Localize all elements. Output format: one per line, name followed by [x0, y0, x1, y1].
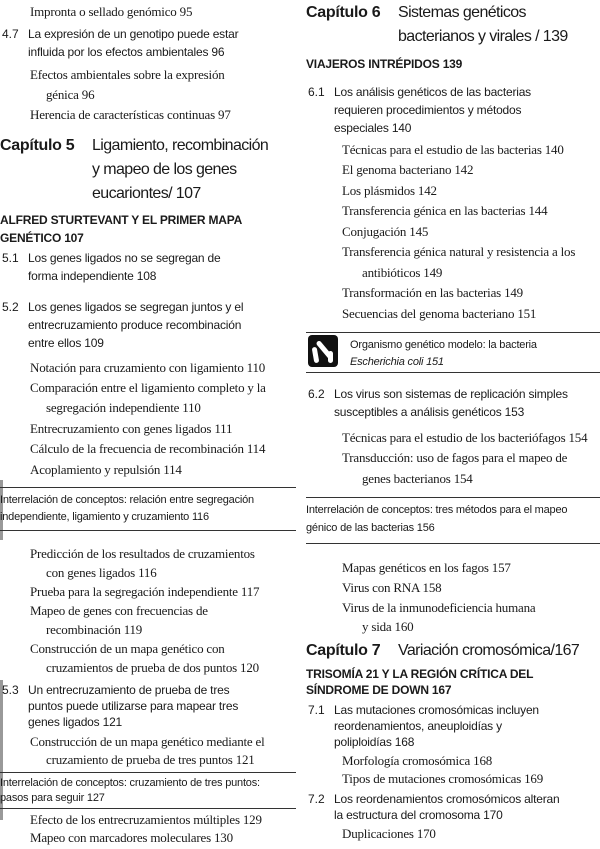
chapter-title: Sistemas genéticos	[398, 4, 526, 21]
section-number: 4.7	[2, 27, 19, 41]
divider	[0, 772, 296, 773]
right-column	[306, 0, 600, 849]
toc-entry[interactable]: Tipos de mutaciones cromosómicas 169	[342, 771, 544, 786]
toc-entry[interactable]: Los plásmidos 142	[342, 183, 437, 198]
toc-entry[interactable]: Transferencia génica natural y resistencia a los	[342, 244, 576, 259]
chapter-opener[interactable]: TRISOMÍA 21 Y LA REGIÓN CRÍTICA DEL	[306, 667, 534, 681]
concept-box-title[interactable]: Interrelación de conceptos: tres métodos para el mapeo	[306, 504, 568, 516]
concept-box-title[interactable]: independiente, ligamiento y cruzamiento 116	[0, 511, 209, 523]
toc-entry[interactable]: genes bacterianos 154	[362, 471, 473, 486]
section-number: 6.1	[308, 85, 325, 99]
toc-entry[interactable]: Herencia de características continuas 97	[30, 107, 231, 122]
divider	[306, 332, 600, 333]
divider	[306, 372, 600, 373]
section-title[interactable]: Las mutaciones cromosómicas incluyen	[334, 703, 539, 717]
toc-entry[interactable]: Acoplamiento y repulsión 114	[30, 462, 182, 477]
chapter-label: Capítulo 6	[306, 4, 381, 21]
toc-entry[interactable]: Efectos ambientales sobre la expresión	[30, 67, 225, 82]
divider	[0, 530, 296, 531]
section-title[interactable]: susceptibles a análisis genéticos 153	[334, 405, 525, 419]
concept-box-title[interactable]: Interrelación de conceptos: relación entre segregación	[0, 494, 254, 506]
divider	[0, 808, 296, 809]
section-title[interactable]: forma independiente 108	[28, 269, 157, 283]
toc-entry[interactable]: Comparación entre el ligamiento completo y la	[30, 380, 266, 395]
section-title[interactable]: entre ellos 109	[28, 336, 104, 350]
chapter-opener[interactable]: GENÉTICO 107	[0, 231, 84, 245]
toc-entry[interactable]: Transducción: uso de fagos para el mapeo de	[342, 450, 568, 465]
chapter-7-heading[interactable]	[306, 640, 380, 662]
toc-entry[interactable]: Mapas genéticos en los fagos 157	[342, 560, 511, 575]
chapter-title: Ligamiento, recombinación	[92, 137, 269, 154]
section-number: 7.1	[308, 703, 325, 717]
chapter-opener[interactable]: ALFRED STURTEVANT Y EL PRIMER MAPA	[0, 213, 243, 227]
toc-entry[interactable]: cruzamiento de prueba de tres puntos 121	[46, 752, 255, 767]
toc-entry[interactable]: Predicción de los resultados de cruzamientos	[30, 546, 255, 561]
toc-entry[interactable]: Duplicaciones 170	[342, 826, 436, 841]
chapter-label: Capítulo 7	[306, 642, 381, 659]
concept-box-title[interactable]: Interrelación de conceptos: cruzamiento de tres puntos:	[0, 777, 260, 789]
section-title[interactable]: puntos puede utilizarse para mapear tres	[28, 699, 239, 713]
toc-entry[interactable]: Construcción de un mapa genético mediante el	[30, 734, 265, 749]
toc-entry[interactable]: Transferencia génica en las bacterias 144	[342, 203, 548, 218]
chapter-opener[interactable]: VIAJEROS INTRÉPIDOS 139	[306, 57, 463, 71]
section-title[interactable]: Un entrecruzamiento de prueba de tres	[28, 683, 230, 697]
toc-entry[interactable]: Prueba para la segregación independiente 117	[30, 584, 260, 599]
toc-entry[interactable]: Transformación en las bacterias 149	[342, 285, 523, 300]
concept-box-title[interactable]: pasos para seguir 127	[0, 792, 105, 804]
toc-entry[interactable]: Técnicas para el estudio de las bacterias 140	[342, 142, 564, 157]
toc-entry[interactable]: Morfología cromosómica 168	[342, 753, 493, 768]
section-title[interactable]: entrecruzamiento produce recombinación	[28, 318, 242, 332]
section-title[interactable]: genes ligados 121	[28, 715, 123, 729]
toc-entry[interactable]: segregación independiente 110	[46, 400, 201, 415]
toc-entry[interactable]: cruzamientos de prueba de dos puntos 120	[46, 660, 259, 675]
divider	[306, 543, 600, 544]
chapter-title: eucariontes/ 107	[92, 185, 201, 202]
section-title[interactable]: poliploidías 168	[334, 735, 415, 749]
section-title[interactable]: requieren procedimientos y métodos	[334, 103, 522, 117]
toc-entry[interactable]: Técnicas para el estudio de los bacteriófagos 154	[342, 430, 588, 445]
toc-entry[interactable]: Construcción de un mapa genético con	[30, 641, 225, 656]
chapter-title: bacterianos y virales / 139	[398, 28, 568, 45]
section-number: 7.2	[308, 792, 325, 806]
toc-entry[interactable]: Conjugación 145	[342, 224, 429, 239]
section-number: 5.1	[2, 251, 19, 265]
section-title[interactable]: la estructura del cromosoma 170	[334, 808, 503, 822]
toc-entry[interactable]: antibióticos 149	[362, 265, 443, 280]
section-title[interactable]: reordenamientos, aneuploidías y	[334, 719, 502, 733]
section-title[interactable]: especiales 140	[334, 121, 412, 135]
toc-entry[interactable]: Impronta o sellado genómico 95	[30, 4, 193, 19]
toc-entry[interactable]: génica 96	[46, 87, 95, 102]
toc-entry[interactable]: Efecto de los entrecruzamientos múltiples 129	[30, 812, 262, 827]
toc-entry[interactable]: y sida 160	[362, 619, 414, 634]
chapter-opener[interactable]: SÍNDROME DE DOWN 167	[306, 683, 452, 697]
bacteria-icon	[308, 335, 338, 367]
toc-entry[interactable]: Notación para cruzamiento con ligamiento 110	[30, 360, 266, 375]
divider	[306, 497, 600, 498]
toc-entry[interactable]: Cálculo de la frecuencia de recombinación 114	[30, 441, 266, 456]
toc-entry[interactable]: Mapeo con marcadores moleculares 130	[30, 830, 233, 845]
toc-entry[interactable]: Virus de la inmunodeficiencia humana	[342, 600, 536, 615]
chapter-5-heading[interactable]	[0, 135, 74, 157]
section-title[interactable]: influida por los efectos ambientales 96	[28, 45, 225, 59]
toc-entry[interactable]: Virus con RNA 158	[342, 580, 442, 595]
section-number: 5.2	[2, 300, 19, 314]
toc-entry[interactable]: recombinación 119	[46, 622, 143, 637]
section-title[interactable]: La expresión de un genotipo puede estar	[28, 27, 239, 41]
section-title[interactable]: Los virus son sistemas de replicación simples	[334, 387, 568, 401]
toc-entry[interactable]: El genoma bacteriano 142	[342, 162, 474, 177]
model-organism-name[interactable]: Escherichia coli 151	[350, 356, 444, 368]
toc-entry[interactable]: Mapeo de genes con frecuencias de	[30, 603, 208, 618]
divider	[0, 487, 296, 488]
chapter-6-heading[interactable]	[306, 2, 380, 24]
section-title[interactable]: Los genes ligados no se segregan de	[28, 251, 221, 265]
left-column	[0, 0, 296, 849]
chapter-title: Variación cromosómica/167	[398, 642, 580, 659]
model-organism-title[interactable]: Organismo genético modelo: la bacteria	[350, 339, 537, 351]
concept-box-title[interactable]: génico de las bacterias 156	[306, 522, 435, 534]
chapter-title: y mapeo de los genes	[92, 161, 237, 178]
section-number: 5.3	[2, 683, 19, 697]
section-number: 6.2	[308, 387, 325, 401]
toc-entry[interactable]: Secuencias del genoma bacteriano 151	[342, 306, 537, 321]
toc-entry[interactable]: Entrecruzamiento con genes ligados 111	[30, 421, 233, 436]
toc-entry[interactable]: con genes ligados 116	[46, 565, 157, 580]
section-title[interactable]: Los análisis genéticos de las bacterias	[334, 85, 531, 99]
chapter-label: Capítulo 5	[0, 137, 75, 154]
section-title[interactable]: Los reordenamientos cromosómicos alteran	[334, 792, 560, 806]
section-title[interactable]: Los genes ligados se segregan juntos y el	[28, 300, 244, 314]
